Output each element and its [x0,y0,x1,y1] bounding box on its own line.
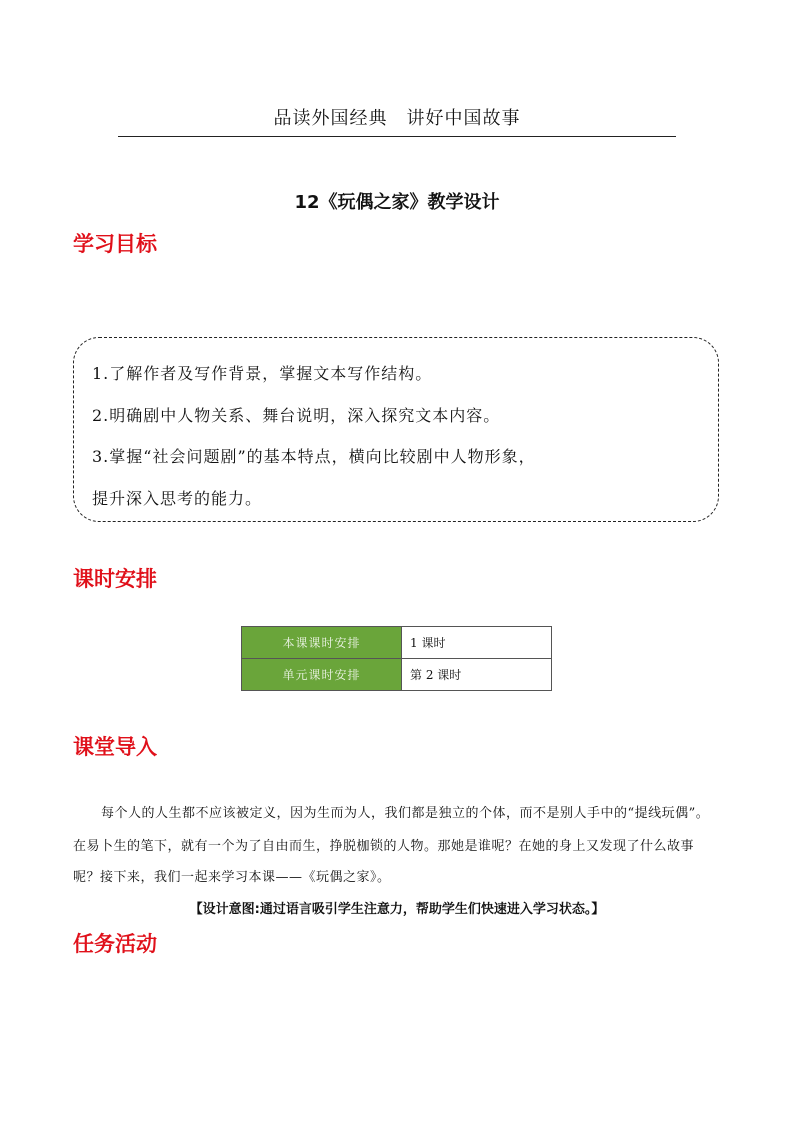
goal-item-continuation: 提升深入思考的能力。 [92,489,263,508]
schedule-table [241,626,552,691]
header-divider [118,136,676,137]
table-cell-value: 第 2 课时 [402,659,552,691]
goal-item: 1.了解作者及写作背景，掌握文本写作结构。 [92,364,433,383]
section-heading-intro: 课堂导入 [73,735,157,759]
goal-item: 2.明确剧中人物关系、舞台说明，深入探究文本内容。 [92,406,501,425]
intro-paragraph-line: 每个人的人生都不应该被定义，因为生而为人，我们都是独立的个体，而不是别人手中的“提线玩偶”。 [101,806,710,821]
intro-paragraph-line: 在易卜生的笔下，就有一个为了自由而生，挣脱枷锁的人物。那她是谁呢？在她的身上又发现了什么故事 [73,839,695,854]
intro-paragraph-line: 呢？接下来，我们一起来学习本课——《玩偶之家》。 [73,870,391,885]
header-title: 品读外国经典 讲好中国故事 [273,108,521,129]
table-cell-label: 单元课时安排 [242,659,402,691]
table-row [242,627,552,659]
table-cell-label: 本课课时安排 [242,627,402,659]
table-row [242,659,552,691]
goal-item: 3.掌握“社会问题剧”的基本特点，横向比较剧中人物形象， [92,447,536,466]
document-title: 12《玩偶之家》教学设计 [294,192,500,213]
section-heading-schedule: 课时安排 [73,567,157,591]
design-intent-note: 【设计意图:通过语言吸引学生注意力，帮助学生们快速进入学习状态。】 [189,902,605,917]
table-cell-value: 1 课时 [402,627,552,659]
section-heading-goals: 学习目标 [73,232,157,256]
section-heading-tasks: 任务活动 [73,932,157,956]
